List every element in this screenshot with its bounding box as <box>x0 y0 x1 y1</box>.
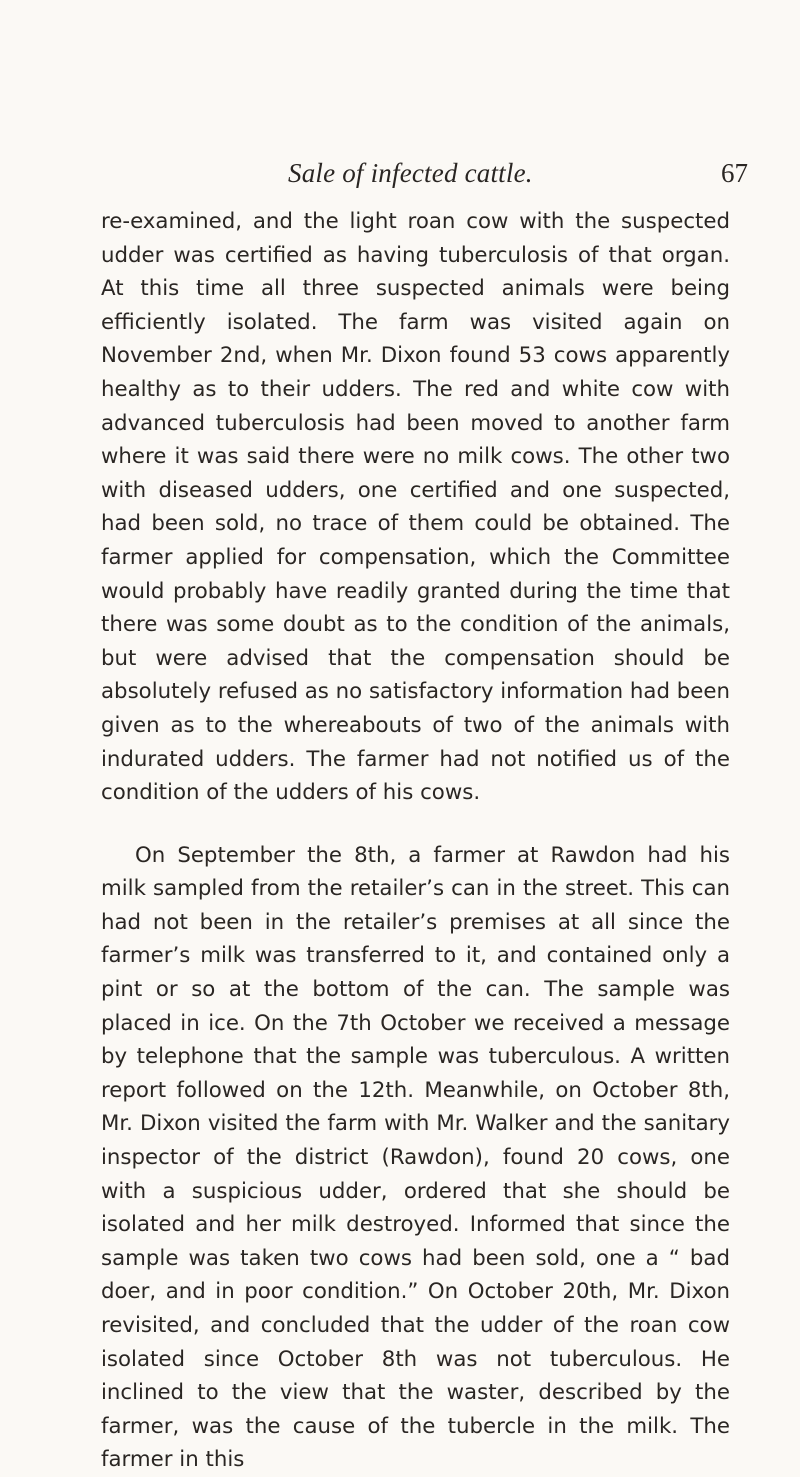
paragraph-rawdon-sample: On September the 8th, a farmer at Rawdon had his milk sampled from the retailer’s can in the street. This can had not been in the retailer’s premises at all since the farmer’s milk was transferred to it, and contained only a pint or so at the bottom of the can. The sample was placed in ice. On the 7th October we received a message by telephone that the sample was tuberculous. A written report followed on the 12th. Meanwhile, on October 8th, Mr. Dixon visited the farm with Mr. Walker and the sanitary inspector of the district (Rawdon), found 20 cows, one with a suspicious udder, ordered that she should be isolated and her milk destroyed. Informed that since the sample was taken two cows had been sold, one a “ bad doer, and in poor condition.” On October 20th, Mr. Dixon revisited, and concluded that the udder of the roan cow isolated since October 8th was not tuberculous. He inclined to the view that the waster, described by the farmer, was the cause of the tubercle in the milk. The farmer in this <box>101 842 730 1473</box>
paragraph-continued: re-examined, and the light roan cow with the suspected udder was certified as having tuberculosis of that organ. At this time all three suspected animals were being efficiently isolated. The farm was visited again on November 2nd, when Mr. Dixon found 53 cows apparently healthy as to their udders. The red and white cow with advanced tuberculosis had been moved to another farm where it was said there were no milk cows. The other two with diseased udders, one certified and one suspected, had been sold, no trace of them could be obtained. The farmer applied for compensation, which the Committee would probably have readily granted during the time that there was some doubt as to the condition of the animals, but were advised that the compensation should be absolutely refused as no satisfactory information had been given as to the whereabouts of two of the animals with indurated udders. The farmer had not notified us of the condition of the udders of his cows. <box>101 209 730 806</box>
running-title: Sale of infected cattle. <box>288 158 533 188</box>
running-head <box>0 158 800 198</box>
page-number: 67 <box>721 158 748 188</box>
body-text <box>101 205 730 1477</box>
